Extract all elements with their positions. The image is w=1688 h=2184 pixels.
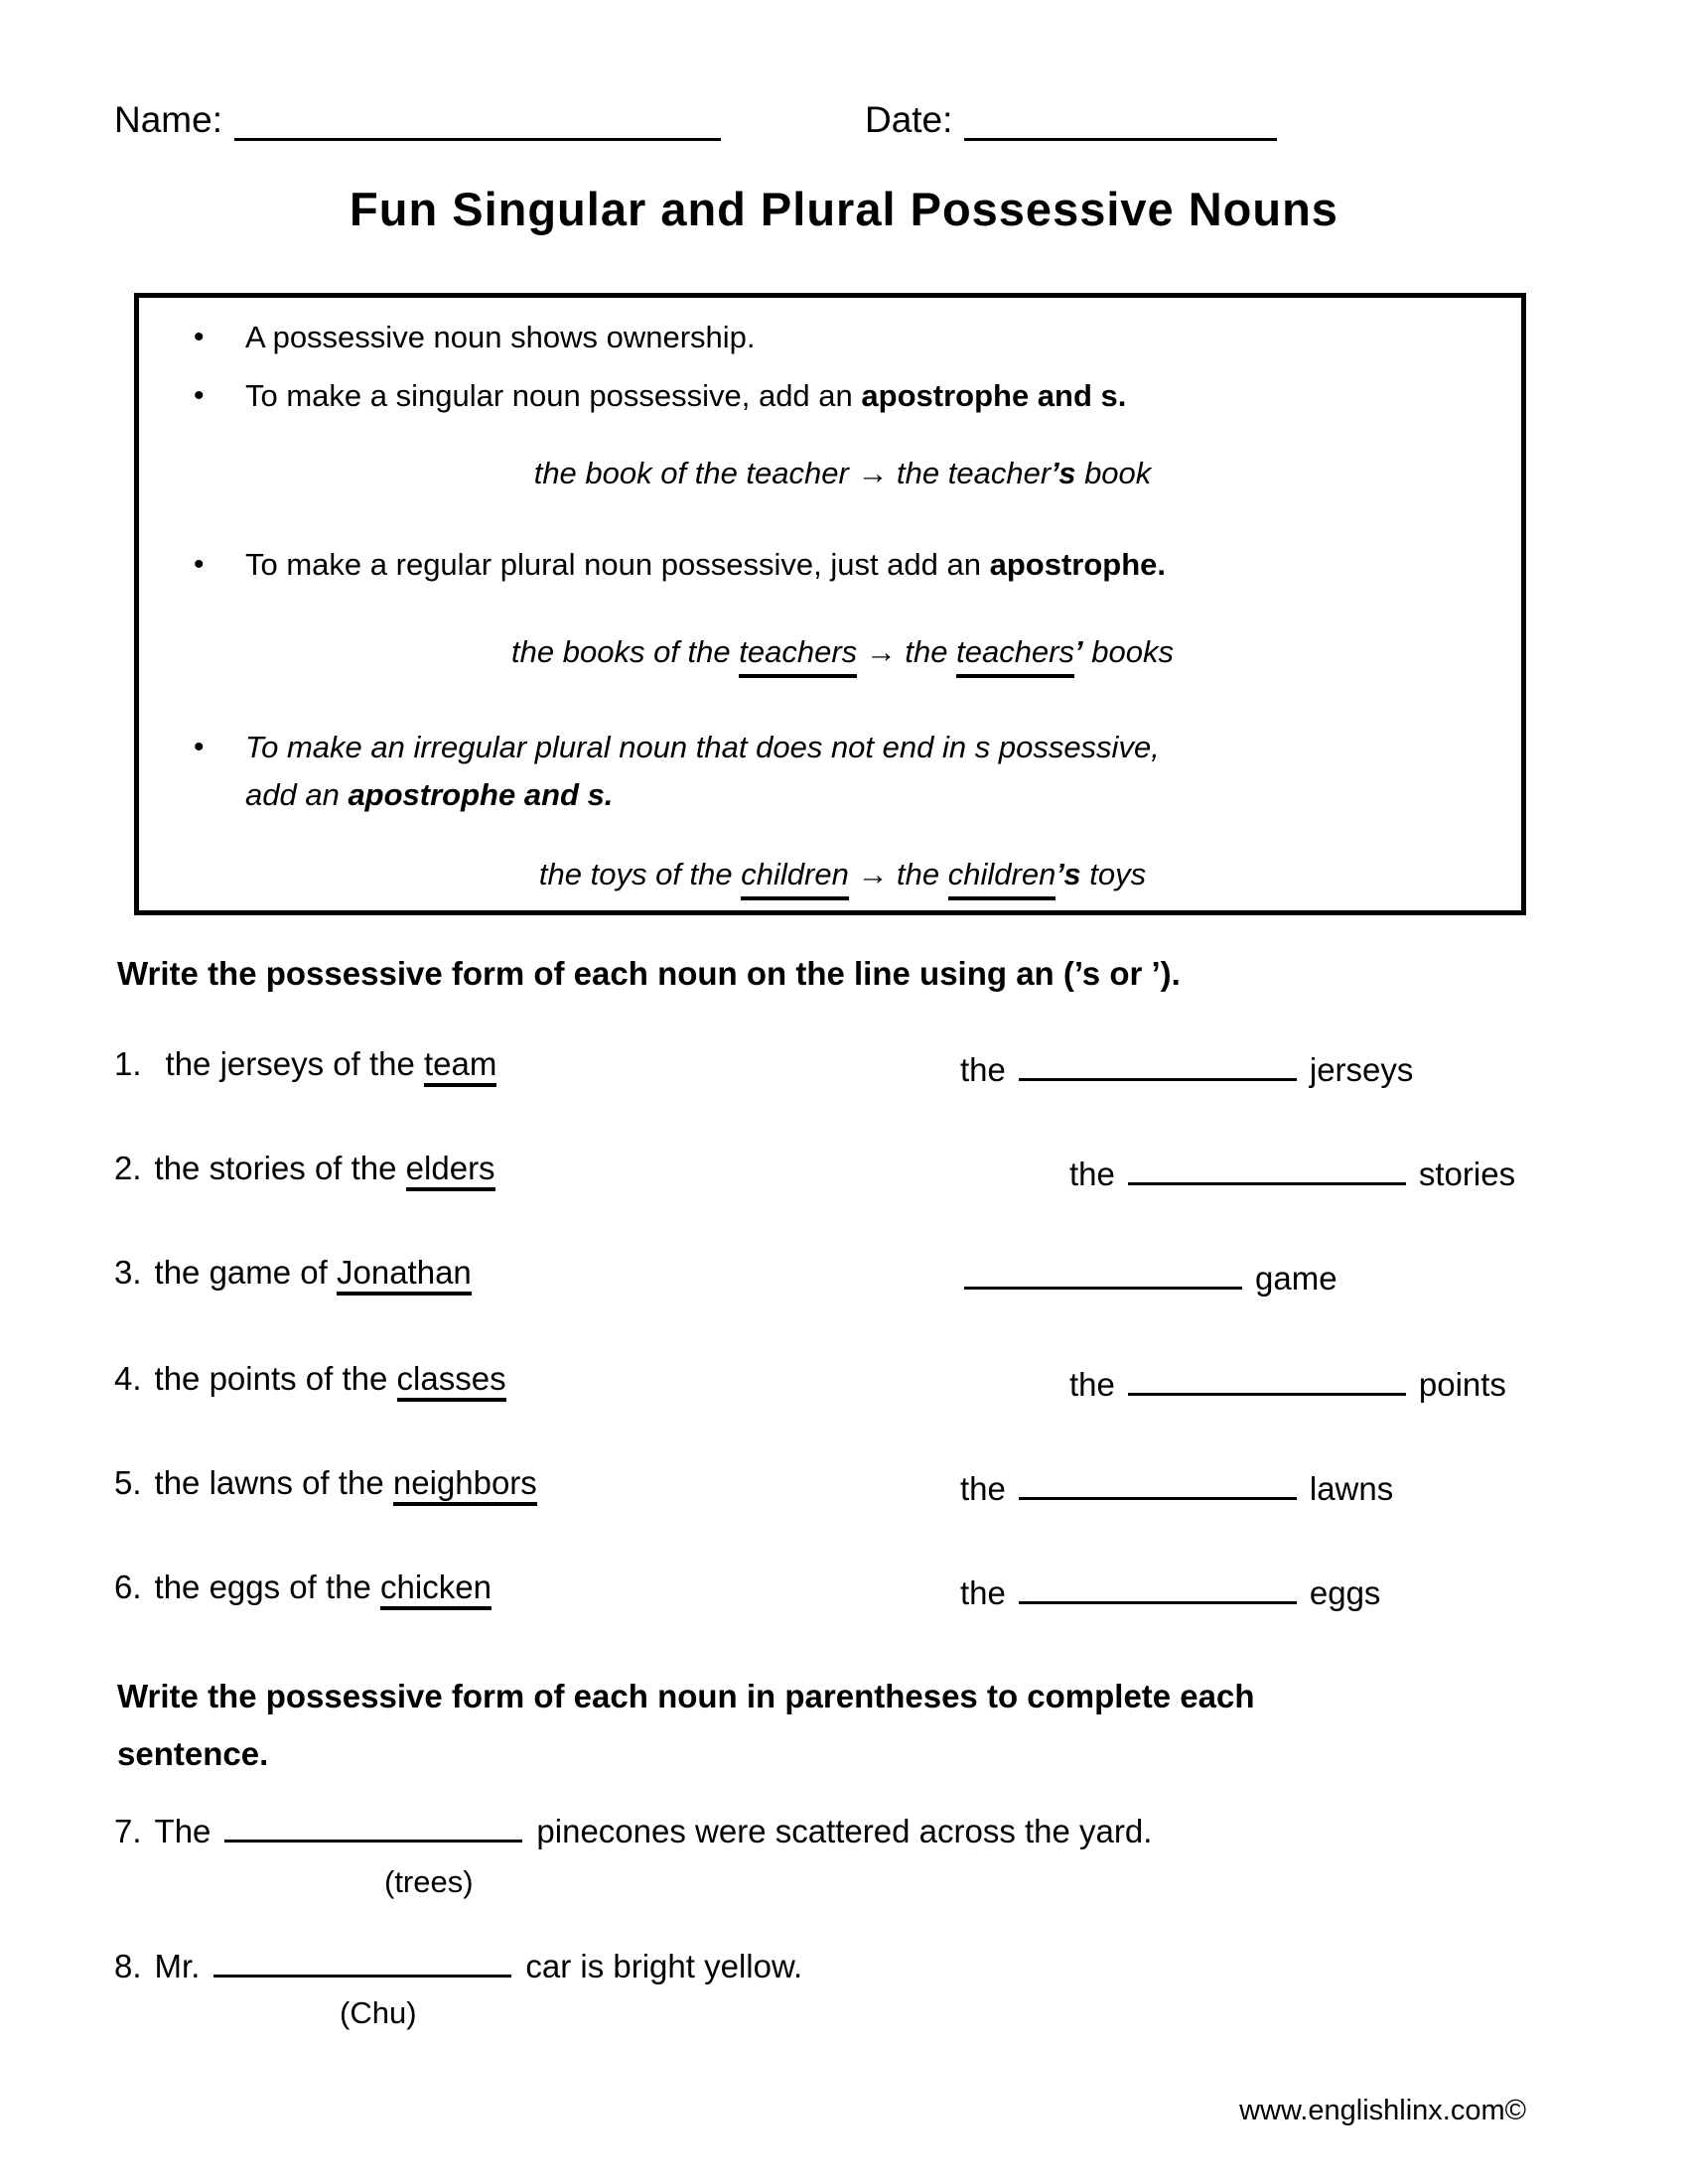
bullet-dot-icon: • [194,731,205,763]
example-bold: ’s [1055,857,1081,891]
question-number: 4. [114,1360,142,1397]
question-row-3 [0,1254,1688,1305]
bullet-dot-icon: • [194,548,205,581]
sentence-row-8 [0,1942,1688,1993]
page-title: Fun Singular and Plural Possessive Nouns [350,183,1338,235]
rule-bold-text: apostrophe and s. [348,777,614,812]
answer-blank [1019,1569,1297,1604]
bullet-dot-icon: • [194,379,205,412]
sentence-prefix: The [154,1813,211,1849]
rule-bullet-3 [194,541,1491,589]
rule-text: To make a regular plural noun possessive, just add an [245,547,990,582]
bullet-dot-icon: • [194,321,205,353]
question-text: the lawns of the [154,1464,393,1501]
underlined-noun: children [741,853,849,900]
underlined-noun: chicken [380,1569,492,1610]
rule-example-1: the book of the teacher → the teacher’s book [533,456,1152,490]
question-row-2 [0,1150,1688,1201]
footer-credit: www.englishlinx.com© [1239,2095,1526,2126]
question-row-4 [0,1360,1688,1412]
answer-suffix: points [1418,1366,1506,1403]
name-label: Name: [114,99,222,140]
sentence-prefix: Mr. [154,1948,201,1984]
underlined-noun: Jonathan [337,1254,472,1296]
underlined-noun: teachers [956,630,1074,678]
answer-blank [1128,1360,1406,1396]
rule-text: To make a singular noun possessive, add an [245,378,862,413]
answer-suffix: stories [1418,1156,1516,1192]
question-number: 1. [114,1045,142,1082]
underlined-noun: neighbors [393,1464,537,1506]
answer-prefix: the [960,1470,1006,1507]
rule-bullet-4 [194,724,1491,819]
question-number: 8. [114,1948,142,1984]
sentence-row-7 [0,1807,1688,1858]
answer-suffix: jerseys [1309,1051,1414,1088]
answer-prefix: the [960,1051,1006,1088]
answer-blank [1019,1045,1297,1081]
question-row-5 [0,1464,1688,1516]
rule-example-3: the toys of the children → the children’s toys [194,853,1491,900]
question-number: 5. [114,1464,142,1501]
question-text: the points of the [154,1360,397,1397]
answer-blank [1128,1150,1406,1185]
rules-box [134,293,1526,915]
header-row [114,99,1277,141]
question-text: the eggs of the [154,1569,381,1605]
name-blank [234,103,721,141]
answer-blank [964,1254,1242,1290]
answer-blank [1019,1464,1297,1500]
date-label: Date: [864,99,953,140]
rule-text: add an [245,777,349,812]
underlined-noun: team [424,1045,496,1087]
rule-bullet-2 [194,372,1491,420]
question-text: the stories of the [154,1150,406,1186]
answer-prefix: the [1069,1366,1115,1403]
underlined-noun: classes [397,1360,506,1402]
example-bold: ’ [1074,634,1083,669]
rule-bullet-1 [194,314,1491,361]
underlined-noun: teachers [739,630,857,678]
underlined-noun: children [948,853,1056,900]
rule-bold-text: apostrophe. [989,547,1167,582]
question-number: 3. [114,1254,142,1291]
rule-example-2: the books of the teachers → the teachers’ books [194,630,1491,678]
question-row-6 [0,1569,1688,1620]
question-number: 6. [114,1569,142,1605]
example-bold: ’s [1051,456,1076,490]
answer-suffix: eggs [1309,1574,1381,1611]
section1-instruction: Write the possessive form of each noun on the line using an (’s or ’). [117,955,1181,992]
answer-prefix: the [1069,1156,1115,1192]
question-text: the game of [154,1254,337,1291]
sentence-blank [224,1807,522,1843]
date-blank [964,103,1277,141]
question-number: 7. [114,1813,142,1849]
noun-hint: (Chu) [340,1995,417,2030]
rule-text: A possessive noun shows ownership. [245,320,756,354]
sentence-text: pinecones were scattered across the yard. [536,1813,1153,1849]
sentence-text: car is bright yellow. [525,1948,803,1984]
underlined-noun: elders [406,1150,495,1191]
rule-text: To make an irregular plural noun that does not end in s possessive, [245,730,1160,764]
question-number: 2. [114,1150,142,1186]
answer-prefix: the [960,1574,1006,1611]
question-row-1 [0,1045,1688,1097]
answer-suffix: game [1255,1260,1337,1297]
question-text: the jerseys of the [165,1045,425,1082]
rule-bold-text: apostrophe and s. [861,378,1127,413]
noun-hint: (trees) [384,1864,474,1899]
section2-instruction: Write the possessive form of each noun in parentheses to complete each sentence. [117,1678,1255,1772]
answer-suffix: lawns [1309,1470,1394,1507]
sentence-blank [213,1942,511,1978]
